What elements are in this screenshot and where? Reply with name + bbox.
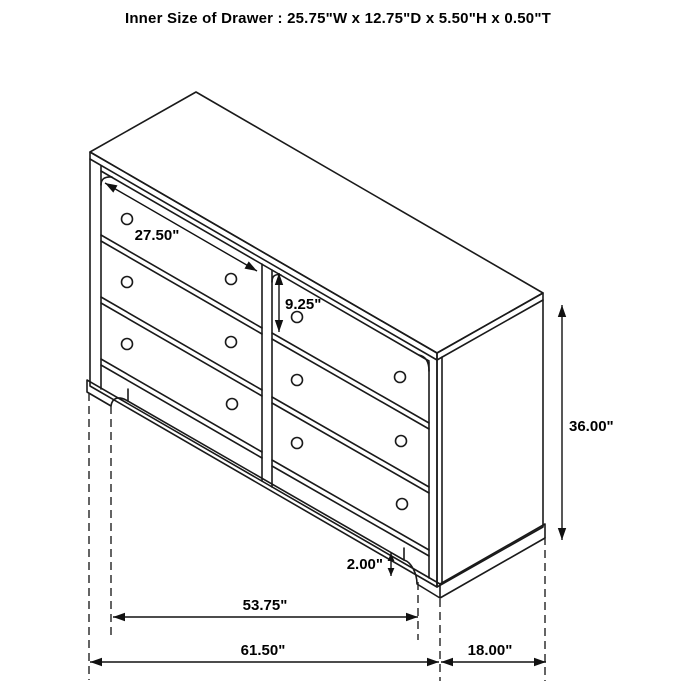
extension-lines [89,393,545,681]
dim-label-overall-width: 61.50" [240,642,286,659]
dim-label-overall-depth: 18.00" [467,642,513,659]
dim-overall-width [90,642,439,666]
corner-fillet-right [419,355,429,371]
dresser-drawing [87,92,545,598]
dim-base-height [347,553,395,576]
dim-label-drawer-width: 27.50" [134,227,180,244]
dim-label-base-height: 2.00" [346,556,383,573]
dresser-side-face [437,293,543,587]
base-front [87,380,440,598]
dim-base-span [113,597,418,621]
dresser-top-face [90,92,543,353]
dresser-front-face [90,152,437,587]
dimension-annotations [90,179,614,666]
dim-label-overall-height: 36.00" [569,418,614,435]
dim-label-drawer-height: 9.25" [285,296,322,313]
page-title: Inner Size of Drawer : 25.75"W x 12.75"D x 5.50"H x 0.50"T [124,10,552,27]
dim-overall-depth [441,642,546,666]
top-edge-band-side [437,300,543,360]
dim-overall-height [558,305,614,540]
dim-drawer-width [103,179,259,274]
dim-label-base-span: 53.75" [242,597,288,614]
drawer-knobs [122,214,408,510]
drawer-dividers-left-bank [101,235,262,458]
